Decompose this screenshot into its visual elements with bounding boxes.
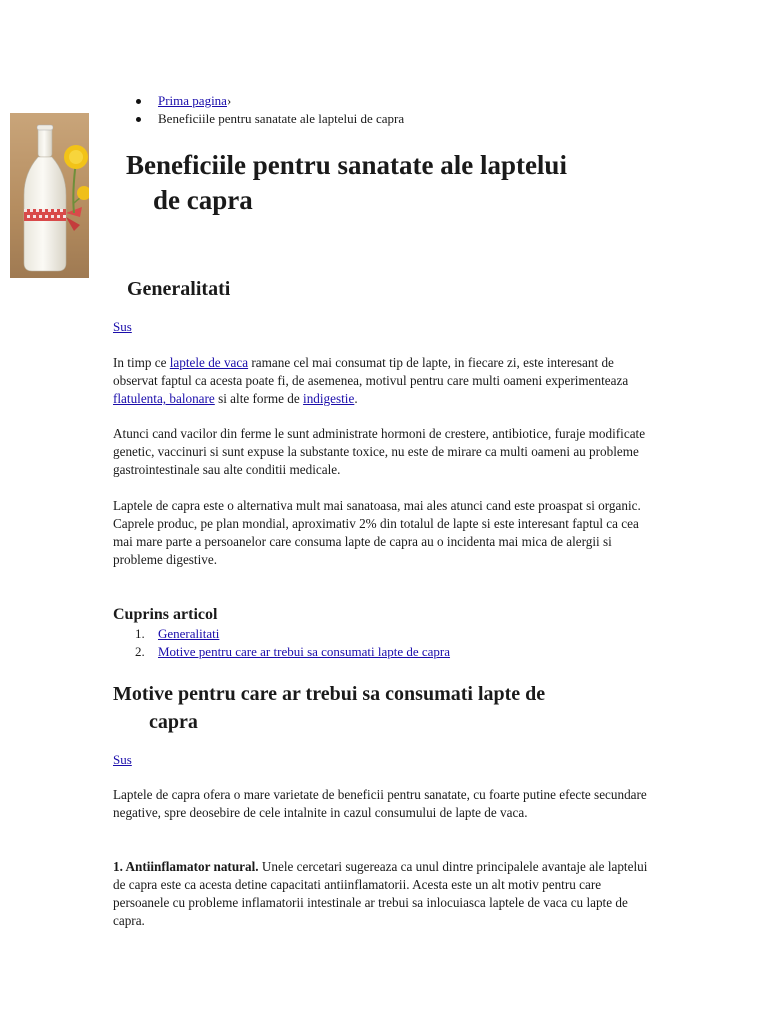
link-indigestie[interactable]: indigestie xyxy=(303,391,355,406)
paragraph-antiinflamator xyxy=(113,858,658,930)
toc-item-motive xyxy=(113,643,450,661)
toc-heading: Cuprins articol xyxy=(113,606,218,623)
breadcrumb-separator: › xyxy=(226,93,232,108)
toc-item-generalitati xyxy=(113,625,450,643)
section-heading-motive-line1: Motive pentru care ar trebui sa consumati lapte de xyxy=(113,683,546,705)
paragraph-antiinflamator-title: 1. Antiinflamator natural. xyxy=(113,859,259,874)
page-title xyxy=(126,148,646,218)
link-flatulenta-balonare[interactable]: flatulenta, balonare xyxy=(113,391,215,406)
toc-link-generalitati[interactable]: Generalitati xyxy=(158,626,220,641)
paragraph-lapte-capra: Laptele de capra este o alternativa mult mai sanatoasa, mai ales atunci cand este proaspat si organic. Caprele produc, pe plan mondial, aproximativ 2% din totalul de lapte si este interesant faptul ca cea mai mare parte a persoanelor care consuma lapte de capra au o incidenta mai mica de alergii si probleme digestive. xyxy=(113,498,641,567)
section-heading-generalitati: Generalitati xyxy=(127,278,231,300)
toc-item-number: 2. xyxy=(135,644,145,659)
paragraph-antiinflamator-text: Unele cercetari sugereaza ca unul dintre principalele avantaje ale laptelui de capra este ca acesta detine capacitati antiinflamatorii. Acesta este un alt motiv pentru care persoanele cu probleme inflamatorii intestinale ar trebui sa inlocuiasca laptele de vaca cu lapte de capra. xyxy=(113,859,648,928)
paragraph-text: In timp ce xyxy=(113,355,170,370)
toc-list xyxy=(113,625,450,661)
section-heading-motive xyxy=(113,680,633,736)
paragraph-text: ramane cel mai consumat tip de lapte, in fiecare zi, este interesant de observat faptul ca acesta poate fi, de asemenea, motivul pentru care multi oameni experimenteaza xyxy=(113,355,629,388)
paragraph-hormoni: Atunci cand vacilor din ferme le sunt administrate hormoni de crestere, antibiotice, furaje modificate genetic, vaccinuri si sunt expuse la substante toxice, nu este de mirare ca multi oameni au probleme gastrointestinale sau alte conditii medicale. xyxy=(113,426,646,477)
breadcrumb-home-link[interactable]: Prima pagina xyxy=(158,93,227,108)
back-to-top-link[interactable]: Sus xyxy=(113,319,132,334)
page-title-line1: Beneficiile pentru sanatate ale laptelui xyxy=(126,150,567,180)
back-to-top-link[interactable]: Sus xyxy=(113,752,132,767)
paragraph-beneficii: Laptele de capra ofera o mare varietate de beneficii pentru sanatate, cu foarte putine efecte secundare negative, spre deosebire de cele intalnite in cazul consumului de lapte de vaca. xyxy=(113,787,647,820)
milk-bottle-image xyxy=(10,113,89,278)
section-heading-motive-line2: capra xyxy=(149,711,198,733)
breadcrumb-item-current xyxy=(136,110,404,128)
page-title-line2: de capra xyxy=(153,185,253,215)
breadcrumb-item-home xyxy=(136,92,404,110)
paragraph-text: si alte forme de xyxy=(214,391,304,406)
toc-link-motive[interactable]: Motive pentru care ar trebui sa consumati lapte de capra xyxy=(158,644,451,659)
link-laptele-de-vaca[interactable]: laptele de vaca xyxy=(169,355,249,370)
milk-bottle-icon xyxy=(10,113,89,278)
paragraph-text: . xyxy=(354,391,358,406)
paragraph-intro xyxy=(113,354,658,408)
breadcrumb-current-label: Beneficiile pentru sanatate ale laptelui de capra xyxy=(158,111,405,126)
toc-item-number: 1. xyxy=(135,626,145,641)
breadcrumb xyxy=(136,92,404,128)
